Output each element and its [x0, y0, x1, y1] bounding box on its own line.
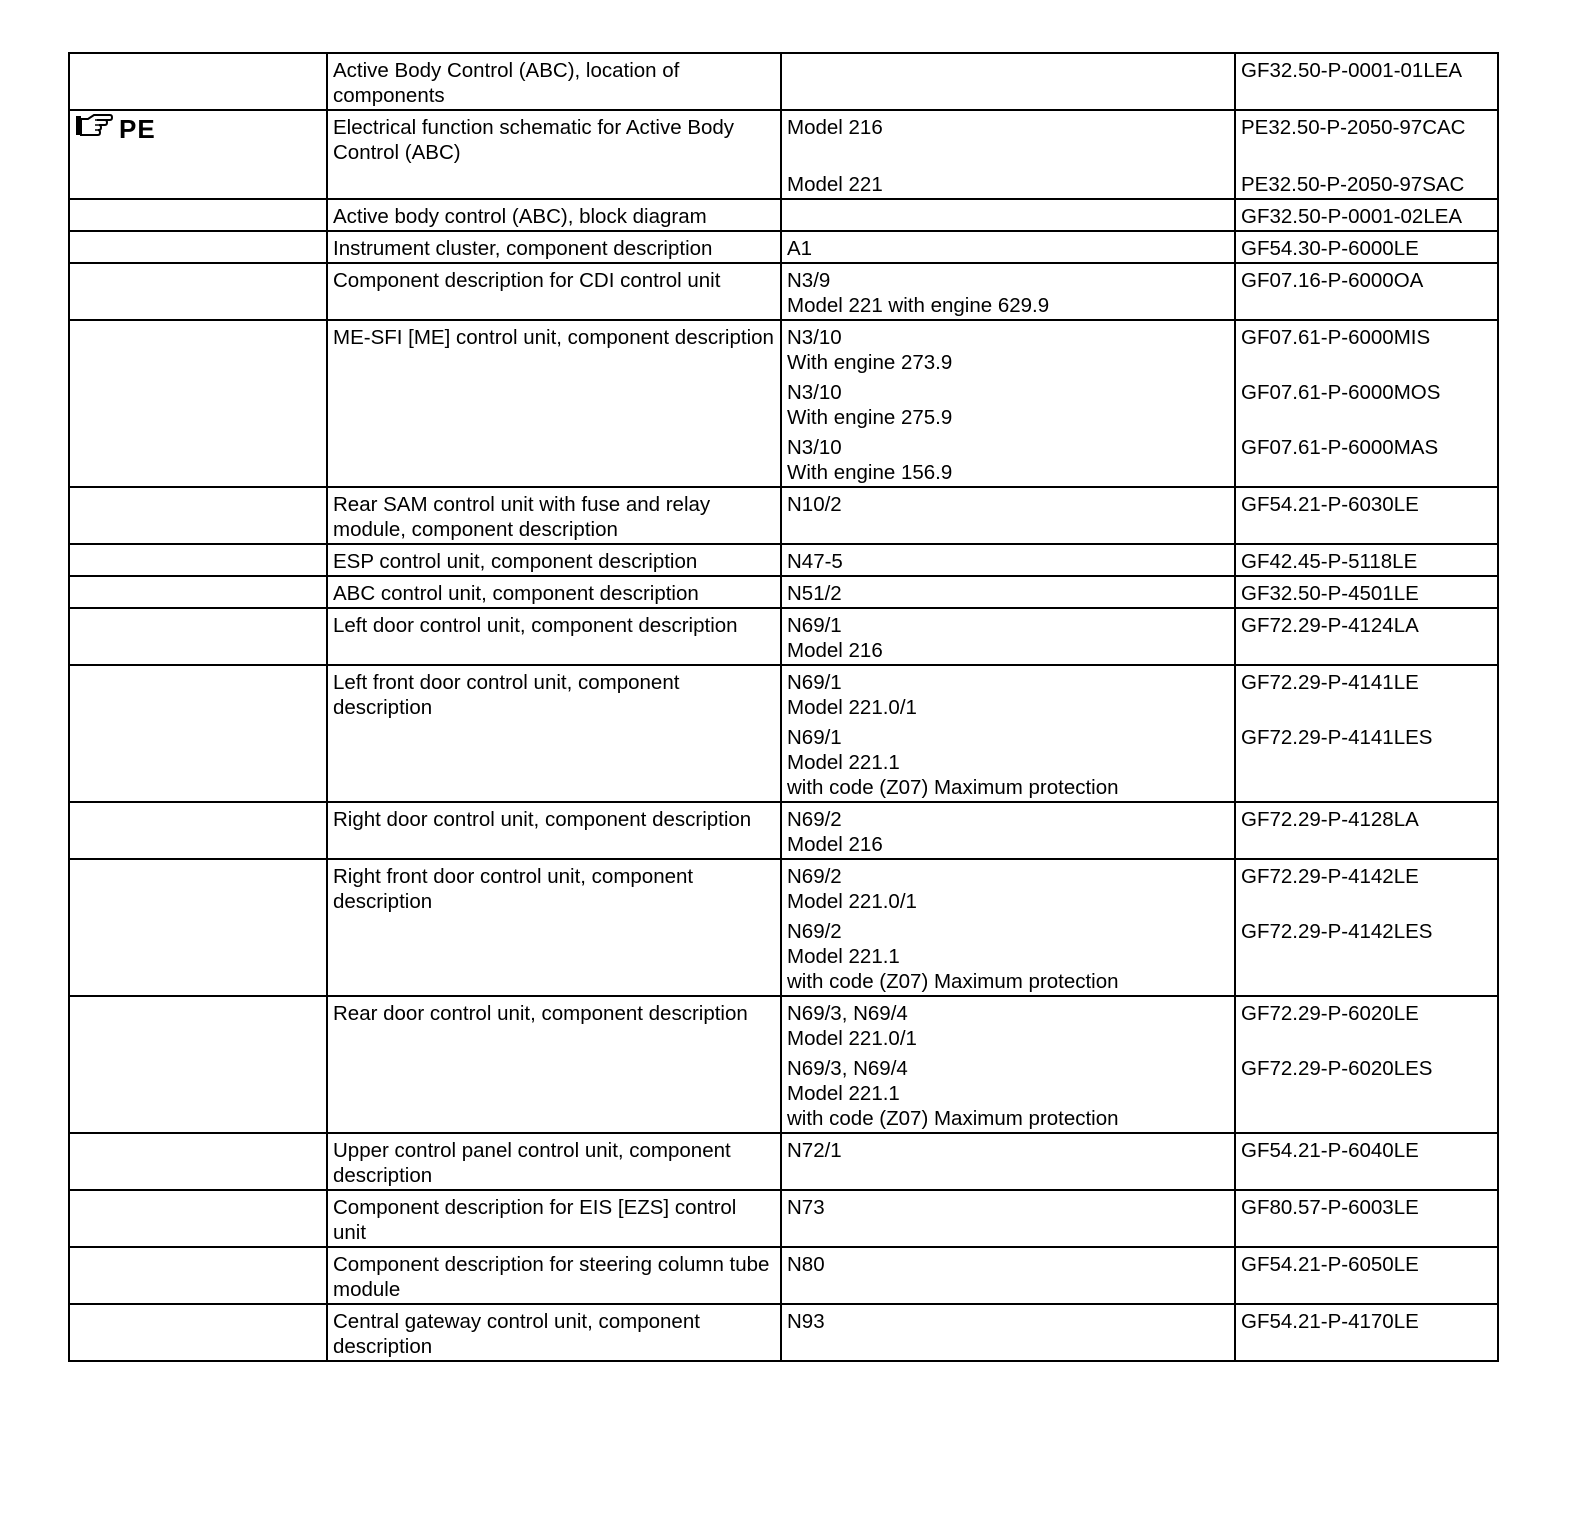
code-entry [1241, 268, 1492, 318]
description-text: Left door control unit, component description [333, 614, 738, 637]
component-entry [787, 581, 1229, 606]
code-entry [1241, 204, 1492, 229]
document-code[interactable]: GF32.50-P-0001-02LEA [1241, 205, 1463, 228]
code-entry [1241, 492, 1492, 517]
component-line: N72/1 [787, 1139, 842, 1162]
component-cell [781, 1190, 1235, 1247]
table-row [69, 263, 1498, 320]
component-entry [787, 492, 1229, 517]
component-entry [787, 325, 1229, 375]
component-cell [781, 996, 1235, 1133]
component-line: N69/1 [787, 614, 842, 637]
description-cell [327, 263, 781, 320]
description-text: Left front door control unit, component description [333, 671, 680, 719]
component-cell [781, 859, 1235, 996]
component-cell [781, 487, 1235, 544]
document-code-cell [1235, 1247, 1498, 1304]
tag-cell [69, 231, 327, 263]
component-cell [781, 1304, 1235, 1361]
document-code-cell [1235, 487, 1498, 544]
description-cell [327, 1247, 781, 1304]
description-cell [327, 802, 781, 859]
document-code-cell [1235, 1190, 1498, 1247]
document-code[interactable]: GF72.29-P-6020LES [1241, 1057, 1433, 1080]
table-row [69, 487, 1498, 544]
code-entry [1241, 549, 1492, 574]
tag-label: PE [119, 114, 156, 144]
description-text: Right door control unit, component description [333, 808, 752, 831]
component-line: N93 [787, 1310, 825, 1333]
document-code-cell [1235, 110, 1498, 199]
tag-cell [69, 608, 327, 665]
description-cell [327, 1304, 781, 1361]
description-text: Component description for EIS [EZS] control unit [333, 1196, 737, 1244]
code-entry [1241, 325, 1492, 375]
code-entry [1241, 1056, 1492, 1131]
component-line: N69/3, N69/4 [787, 1002, 908, 1025]
document-code[interactable]: PE32.50-P-2050-97SAC [1241, 173, 1465, 196]
pe-tag [75, 113, 321, 145]
component-cell [781, 608, 1235, 665]
spacer [1241, 944, 1492, 969]
table-row [69, 544, 1498, 576]
component-line: N3/10 [787, 381, 842, 404]
description-cell [327, 487, 781, 544]
spacer [1241, 1106, 1492, 1131]
component-entry [787, 380, 1229, 430]
component-line: A1 [787, 237, 813, 260]
table-row [69, 665, 1498, 802]
code-entry [1241, 236, 1492, 261]
description-cell [327, 320, 781, 487]
component-entry [787, 1195, 1229, 1220]
code-entry [1241, 670, 1492, 720]
component-entry [787, 1309, 1229, 1334]
document-code[interactable]: GF07.61-P-6000MAS [1241, 436, 1439, 459]
code-entry [1241, 1309, 1492, 1334]
component-entry [787, 1252, 1229, 1277]
document-code-cell [1235, 544, 1498, 576]
document-code-cell [1235, 665, 1498, 802]
component-line: with code (Z07) Maximum protection [787, 776, 1119, 799]
code-entry [1241, 1252, 1492, 1277]
description-cell [327, 859, 781, 996]
document-code-cell [1235, 859, 1498, 996]
document-code-cell [1235, 1304, 1498, 1361]
table-row [69, 576, 1498, 608]
component-line: N3/10 [787, 436, 842, 459]
tag-cell [69, 53, 327, 110]
code-entry [1241, 58, 1492, 83]
code-entry [1241, 1195, 1492, 1220]
component-line: Model 216 [787, 116, 883, 139]
table-row [69, 802, 1498, 859]
reference-table [68, 52, 1499, 1362]
document-code-cell [1235, 231, 1498, 263]
component-line: Model 221.0/1 [787, 696, 917, 719]
component-line: Model 221.0/1 [787, 890, 917, 913]
document-code-cell [1235, 199, 1498, 231]
reference-table-body [69, 53, 1498, 1361]
tag-cell [69, 1133, 327, 1190]
document-code[interactable]: GF32.50-P-4501LE [1241, 582, 1419, 605]
component-line: Model 216 [787, 833, 883, 856]
document-code-cell [1235, 576, 1498, 608]
description-cell [327, 1190, 781, 1247]
component-entry [787, 670, 1229, 720]
description-text: Component description for CDI control unit [333, 269, 721, 292]
component-line: Model 221.1 [787, 751, 900, 774]
document-code[interactable]: GF54.21-P-6040LE [1241, 1139, 1419, 1162]
document-code[interactable]: GF32.50-P-0001-01LEA [1241, 59, 1463, 82]
component-cell [781, 576, 1235, 608]
component-line: N69/2 [787, 920, 842, 943]
component-cell [781, 231, 1235, 263]
tag-cell [69, 320, 327, 487]
code-entry [1241, 435, 1492, 485]
description-cell [327, 544, 781, 576]
component-entry [787, 1056, 1229, 1131]
component-entry [787, 435, 1229, 485]
description-text: Active body control (ABC), block diagram [333, 205, 707, 228]
table-row [69, 1190, 1498, 1247]
component-line: With engine 275.9 [787, 406, 953, 429]
component-cell [781, 199, 1235, 231]
table-row [69, 1304, 1498, 1361]
component-cell [781, 1247, 1235, 1304]
description-cell [327, 608, 781, 665]
document-code[interactable]: GF07.61-P-6000MIS [1241, 326, 1431, 349]
code-entry [1241, 115, 1492, 140]
component-line: N51/2 [787, 582, 842, 605]
spacer [1241, 832, 1492, 857]
tag-cell [69, 1247, 327, 1304]
document-code[interactable]: PE32.50-P-2050-97CAC [1241, 116, 1466, 139]
component-line: Model 221 [787, 173, 883, 196]
tag-cell [69, 576, 327, 608]
component-line: N47-5 [787, 550, 843, 573]
component-cell [781, 544, 1235, 576]
document-code-cell [1235, 608, 1498, 665]
spacer [1241, 1081, 1492, 1106]
document-code[interactable]: GF72.29-P-4128LA [1241, 808, 1419, 831]
component-line: Model 216 [787, 639, 883, 662]
component-line: with code (Z07) Maximum protection [787, 970, 1119, 993]
document-code[interactable]: GF72.29-P-6020LE [1241, 1002, 1419, 1025]
component-entry [787, 1001, 1229, 1051]
component-entry [787, 613, 1229, 663]
description-text: Rear SAM control unit with fuse and relay module, component description [333, 493, 711, 541]
component-line: N69/2 [787, 808, 842, 831]
tag-cell [69, 1304, 327, 1361]
component-entry [787, 268, 1229, 318]
document-code[interactable]: GF72.29-P-4142LE [1241, 865, 1419, 888]
description-text: ESP control unit, component description [333, 550, 698, 573]
description-text: Right front door control unit, component description [333, 865, 694, 913]
code-entry [1241, 581, 1492, 606]
component-line: N3/9 [787, 269, 831, 292]
spacer [1241, 1026, 1492, 1051]
spacer [1241, 775, 1492, 800]
component-entry [787, 1138, 1229, 1163]
document-code[interactable]: GF80.57-P-6003LE [1241, 1196, 1419, 1219]
document-code-cell [1235, 802, 1498, 859]
component-line: N69/1 [787, 726, 842, 749]
code-entry [1241, 613, 1492, 663]
component-entry [787, 864, 1229, 914]
description-cell [327, 576, 781, 608]
pointing-hand-icon [75, 113, 119, 145]
description-text: ABC control unit, component description [333, 582, 699, 605]
component-entry [787, 549, 1229, 574]
spacer [1241, 969, 1492, 994]
code-entry [1241, 172, 1492, 197]
component-line: with code (Z07) Maximum protection [787, 1107, 1119, 1130]
component-line: Model 221.0/1 [787, 1027, 917, 1050]
code-entry [1241, 864, 1492, 914]
document-code[interactable]: GF72.29-P-4141LE [1241, 671, 1419, 694]
description-text: ME-SFI [ME] control unit, component description [333, 326, 774, 349]
component-line: N73 [787, 1196, 825, 1219]
tag-cell [69, 859, 327, 996]
component-cell [781, 110, 1235, 199]
spacer [1241, 405, 1492, 430]
tag-cell [69, 996, 327, 1133]
document-code[interactable]: GF72.29-P-4141LES [1241, 726, 1433, 749]
component-cell [781, 320, 1235, 487]
component-cell [781, 53, 1235, 110]
code-entry [1241, 725, 1492, 800]
spacer [1241, 695, 1492, 720]
description-cell [327, 53, 781, 110]
document-code-cell [1235, 996, 1498, 1133]
spacer [1241, 350, 1492, 375]
document-code[interactable]: GF54.21-P-6030LE [1241, 493, 1419, 516]
description-cell [327, 665, 781, 802]
document-code[interactable]: GF72.29-P-4142LES [1241, 920, 1433, 943]
component-line: Model 221.1 [787, 945, 900, 968]
description-text: Component description for steering column tube module [333, 1253, 770, 1301]
table-row [69, 231, 1498, 263]
description-cell [327, 199, 781, 231]
component-line: Model 221 with engine 629.9 [787, 294, 1050, 317]
component-line: N69/2 [787, 865, 842, 888]
component-cell [781, 263, 1235, 320]
spacer [1241, 293, 1492, 318]
tag-cell [69, 665, 327, 802]
component-entry [787, 115, 1229, 140]
component-line: With engine 273.9 [787, 351, 953, 374]
table-row [69, 1247, 1498, 1304]
component-line: N69/3, N69/4 [787, 1057, 908, 1080]
component-entry [787, 204, 1229, 229]
spacer [1241, 460, 1492, 485]
component-entry [787, 807, 1229, 857]
tag-cell [69, 263, 327, 320]
document-code[interactable]: GF42.45-P-5118LE [1241, 550, 1418, 573]
component-entry [787, 172, 1229, 197]
description-cell [327, 110, 781, 199]
table-row [69, 859, 1498, 996]
component-cell [781, 1133, 1235, 1190]
component-cell [781, 665, 1235, 802]
component-line: Model 221.1 [787, 1082, 900, 1105]
table-row [69, 320, 1498, 487]
component-line: N3/10 [787, 326, 842, 349]
table-row [69, 996, 1498, 1133]
description-cell [327, 996, 781, 1133]
spacer [1241, 638, 1492, 663]
component-line: N69/1 [787, 671, 842, 694]
tag-cell [69, 802, 327, 859]
document-code[interactable]: GF54.21-P-4170LE [1241, 1310, 1419, 1333]
description-text: Active Body Control (ABC), location of components [333, 59, 680, 107]
tag-cell [69, 199, 327, 231]
component-entry [787, 919, 1229, 994]
spacer [1241, 750, 1492, 775]
description-text: Electrical function schematic for Active Body Control (ABC) [333, 116, 735, 164]
document-code-cell [1235, 320, 1498, 487]
description-text: Instrument cluster, component description [333, 237, 713, 260]
tag-cell [69, 544, 327, 576]
description-text: Upper control panel control unit, component description [333, 1139, 731, 1187]
document-code-cell [1235, 53, 1498, 110]
document-code[interactable]: GF72.29-P-4124LA [1241, 614, 1419, 637]
description-cell [327, 1133, 781, 1190]
tag-cell [69, 487, 327, 544]
table-row [69, 199, 1498, 231]
tag-cell [69, 1190, 327, 1247]
component-line: With engine 156.9 [787, 461, 953, 484]
code-entry [1241, 807, 1492, 857]
spacer [1241, 889, 1492, 914]
document-code[interactable]: GF07.61-P-6000MOS [1241, 381, 1441, 404]
code-entry [1241, 380, 1492, 430]
description-text: Central gateway control unit, component description [333, 1310, 700, 1358]
component-entry [787, 58, 1229, 83]
component-entry [787, 725, 1229, 800]
component-line [787, 204, 1229, 229]
document-code[interactable]: GF54.21-P-6050LE [1241, 1253, 1419, 1276]
document-code-cell [1235, 1133, 1498, 1190]
table-row [69, 53, 1498, 110]
document-code[interactable]: GF07.16-P-6000OA [1241, 269, 1424, 292]
table-row [69, 1133, 1498, 1190]
code-entry [1241, 1138, 1492, 1163]
description-cell [327, 231, 781, 263]
document-code-cell [1235, 263, 1498, 320]
document-code[interactable]: GF54.30-P-6000LE [1241, 237, 1419, 260]
table-row [69, 110, 1498, 199]
code-entry [1241, 919, 1492, 994]
component-line: N80 [787, 1253, 825, 1276]
tag-cell [69, 110, 327, 199]
component-line [787, 58, 1229, 83]
description-text: Rear door control unit, component description [333, 1002, 748, 1025]
component-line: N10/2 [787, 493, 842, 516]
code-entry [1241, 1001, 1492, 1051]
table-row [69, 608, 1498, 665]
component-cell [781, 802, 1235, 859]
component-entry [787, 236, 1229, 261]
